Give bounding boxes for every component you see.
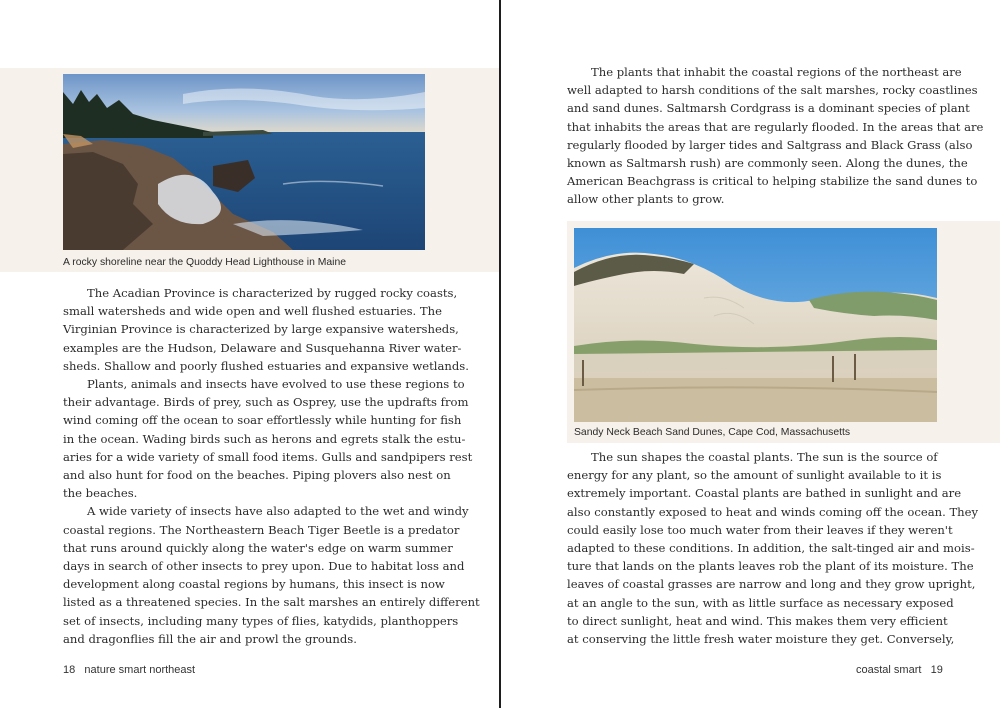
right-body-text-top — [567, 63, 984, 209]
text-line: small watersheds and wide open and well flushed estuaries. The — [63, 304, 442, 319]
page-number: 19 — [930, 664, 943, 676]
running-title: nature smart northeast — [84, 664, 196, 676]
text-line: at conserving the little fresh water moisture they get. Conversely, — [567, 632, 955, 647]
text-line: leaves of coastal grasses are narrow and long and they grow upright, — [567, 577, 976, 592]
right-body-text-bottom — [567, 448, 979, 648]
text-line: adapted to these conditions. In addition, the salt-tinged air and mois- — [567, 541, 975, 556]
page-number: 18 — [63, 664, 76, 676]
text-line: extremely important. Coastal plants are bathed in sunlight and are — [567, 486, 962, 501]
photo-caption: A rocky shoreline near the Quoddy Head Lighthouse in Maine — [63, 257, 347, 268]
text-line: that runs around quickly along the water's edge on warm summer — [63, 540, 453, 555]
text-line: days in search of other insects to prey upon. Due to habitat loss and — [63, 559, 465, 574]
text-line: also constantly exposed to heat and winds coming off the ocean. They — [567, 504, 979, 519]
text-line: well adapted to harsh conditions of the salt marshes, rocky coastlines — [567, 83, 978, 98]
text-line: regularly flooded by larger tides and Saltgrass and Black Grass (also — [567, 137, 973, 152]
text-line: aries for a wide variety of small food items. Gulls and sandpipers rest — [63, 449, 473, 464]
text-line: at an angle to the sun, with as little surface as necessary exposed — [567, 595, 954, 610]
left-page — [0, 0, 499, 708]
text-line: American Beachgrass is critical to helping stabilize the sand dunes to — [567, 174, 978, 189]
text-line: to direct sunlight, heat and wind. This makes them very efficient — [567, 613, 948, 628]
text-line: development along coastal regions by humans, this insect is now — [63, 577, 445, 592]
folio-left — [63, 664, 195, 676]
text-line: allow other plants to grow. — [567, 192, 725, 207]
text-line: A wide variety of insects have also adapted to the wet and windy — [87, 504, 469, 519]
right-page — [501, 0, 1000, 708]
text-line: their advantage. Birds of prey, such as Osprey, use the updrafts from — [63, 395, 469, 410]
left-body-text — [63, 284, 480, 648]
text-line: The sun shapes the coastal plants. The sun is the source of — [591, 450, 938, 464]
text-line: ture that lands on the plants leaves rob the plant of its moisture. The — [567, 559, 974, 574]
text-line: could easily lose too much water from their leaves if they weren't — [567, 522, 953, 537]
text-line: in the ocean. Wading birds such as herons and egrets stalk the estu- — [63, 431, 466, 446]
text-line: wind coming off the ocean to soar effortlessly while hunting for fish — [63, 413, 462, 428]
shoreline-photo — [63, 74, 425, 250]
text-line: known as Saltmarsh rush) are commonly seen. Along the dunes, the — [567, 156, 968, 171]
text-line: The Acadian Province is characterized by rugged rocky coasts, — [87, 286, 458, 300]
text-line: energy for any plant, so the amount of sunlight available to it is — [567, 468, 942, 483]
text-line: examples are the Hudson, Delaware and Susquehanna River water- — [63, 340, 462, 355]
text-line: listed as a threatened species. In the salt marshes an entirely different — [63, 595, 480, 610]
folio-right — [856, 664, 943, 676]
text-line: sheds. Shallow and poorly flushed estuaries and expansive wetlands. — [63, 358, 469, 373]
text-line: Plants, animals and insects have evolved to use these regions to — [87, 377, 465, 392]
photo-caption: Sandy Neck Beach Sand Dunes, Cape Cod, Massachusetts — [574, 427, 851, 438]
text-line: coastal regions. The Northeastern Beach Tiger Beetle is a predator — [63, 522, 460, 537]
text-line: and dragonflies fill the air and prowl the grounds. — [63, 631, 357, 646]
text-line: The plants that inhabit the coastal regions of the northeast are — [591, 65, 962, 79]
text-line: and sand dunes. Saltmarsh Cordgrass is a dominant species of plant — [567, 101, 970, 116]
text-line: and also hunt for food on the beaches. Piping plovers also nest on — [63, 468, 451, 483]
text-line: the beaches. — [63, 486, 138, 501]
text-line: that inhabits the areas that are regularly flooded. In the areas that are — [567, 119, 984, 134]
text-line: Virginian Province is characterized by large expansive watersheds, — [63, 322, 459, 337]
running-title: coastal smart — [856, 664, 922, 676]
dunes-photo — [574, 228, 937, 422]
text-line: set of insects, including many types of flies, katydids, planthoppers — [63, 613, 459, 628]
